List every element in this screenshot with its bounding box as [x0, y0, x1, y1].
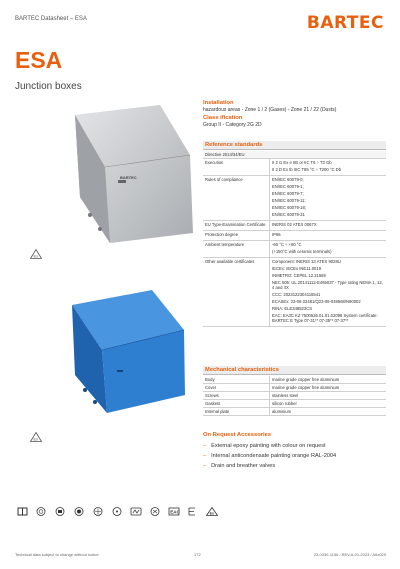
- on-request-item: – Drain and breather valves: [203, 461, 336, 471]
- reference-row-label: Protection degree: [205, 232, 239, 237]
- reference-value-line: INMETRO: CEPEL 12.21589: [272, 273, 326, 278]
- datasheet-label: BARTEC Datasheet – ESA: [15, 16, 87, 22]
- certificate-icon: [148, 506, 162, 517]
- reference-value-line: II 2 D Ex tb IIIC T85 °C ÷ T200 °C Db: [272, 167, 342, 172]
- ex-hazard-icon: [30, 249, 42, 259]
- installation-title: Installation: [203, 100, 234, 106]
- reference-row: [203, 221, 386, 231]
- reference-value-line: -60 °C ÷ +60 °C: [272, 242, 302, 247]
- reference-value-line: II 2 G Ex e IIB or IIC T6 ÷ T3 Gb: [272, 160, 332, 165]
- reference-value-line: EN/IEC 60079-18;: [272, 205, 306, 210]
- reference-row-value: [269, 159, 386, 175]
- reference-row: [203, 176, 386, 221]
- svg-text:EAC: EAC: [170, 509, 180, 515]
- reference-value-line: EN/IEC 60079-31: [272, 212, 305, 217]
- certificate-icon: [167, 506, 181, 517]
- certificate-icon: [186, 506, 200, 517]
- reference-row: [203, 159, 386, 176]
- mechanical-row-label: Screws: [205, 393, 219, 398]
- grey-junction-box-image: [60, 105, 195, 245]
- mechanical-row: [203, 376, 386, 384]
- mechanical-row-value: silicon rubber: [269, 400, 386, 407]
- certificate-icon: [53, 506, 67, 517]
- certificate-icon: [34, 506, 48, 517]
- reference-row: [203, 241, 386, 258]
- on-request-title: On Request Accessories: [203, 432, 272, 438]
- certificate-icon: [110, 506, 124, 517]
- reference-row-value: [269, 241, 386, 257]
- mechanical-row: [203, 392, 386, 400]
- reference-value-line: INERIS 02 ATEX 0067X: [272, 222, 317, 227]
- reference-value-line: EN/IEC 60079-0;: [272, 177, 304, 182]
- mechanical-row-value: aluminium: [269, 408, 386, 415]
- svg-text:Ex: Ex: [33, 253, 39, 259]
- reference-value-line: EN/IEC 60079-7;: [272, 191, 304, 196]
- reference-value-line: EAC: EA3C KZ 7500526.01.01.02098 System certificate: BARTEC E Type 07-31** 07-35** 07-37**: [272, 313, 378, 323]
- directive-label: Directive 2014/34/EU: [205, 152, 245, 157]
- reference-standards-table: [203, 151, 386, 327]
- reference-value-line: IECEx: IECEx INE11.0019: [272, 266, 322, 271]
- mechanical-row: [203, 384, 386, 392]
- certification-logos: [15, 506, 219, 517]
- directive-row: [203, 151, 386, 159]
- reference-row-value: [269, 231, 386, 240]
- reference-row-label: Execution: [205, 160, 224, 165]
- mechanical-row-value: marine grade copper free aluminium: [269, 376, 386, 383]
- footer-page-number: 172: [194, 552, 201, 557]
- reference-value-line: EN/IEC 60079-1;: [272, 184, 304, 189]
- footer-disclaimer: Technical data subject to change without notice.: [15, 552, 100, 557]
- mechanical-row-label: Gaskets: [205, 401, 221, 406]
- certificate-icon: [205, 506, 219, 517]
- installation-section: [203, 99, 386, 129]
- on-request-item: – External epoxy painting with colour on request: [203, 441, 336, 451]
- certificate-icon: [72, 506, 86, 517]
- reference-value-line: Component: INERIS 13 ATEX 9028U: [272, 259, 341, 264]
- reference-row-label: Ambient temperature: [205, 242, 245, 247]
- reference-row-label: EU Type-Examination Certificate: [205, 222, 266, 227]
- reference-value-line: (+150°C with ceramic terminals): [272, 249, 332, 254]
- mechanical-row-label: Cover: [205, 385, 217, 390]
- mechanical-row: [203, 400, 386, 408]
- reference-row-label: Rules of compliance: [205, 177, 243, 182]
- svg-text:Ex: Ex: [209, 511, 215, 516]
- page-title: ESA: [15, 47, 63, 73]
- on-request-list: [203, 441, 336, 471]
- certificate-icon: [91, 506, 105, 517]
- reference-row-label: Other available certificates: [205, 259, 255, 264]
- reference-value-line: NEC 505: UL 20141112-E465037 - Type rating NEMA 1, 12, 4 and 4X: [272, 280, 383, 290]
- mechanical-row-label: Body: [205, 377, 215, 382]
- reference-standards-header: Reference standards: [203, 141, 386, 150]
- installation-text: hazardous areas - Zone 1 / 2 (Gases) - Zone 21 / 22 (Dusts): [203, 107, 337, 113]
- reference-value-line: ECASEx: 23-06-22481/Q23-06-048568/N90002: [272, 299, 361, 304]
- reference-value-line: EN/IEC 60079-11;: [272, 198, 306, 203]
- mechanical-row-label: Internal plate: [205, 409, 230, 414]
- page-subtitle: Junction boxes: [15, 81, 82, 92]
- classification-text: Group II - Category 2G 2D: [203, 122, 262, 128]
- svg-text:Ex: Ex: [33, 436, 39, 442]
- mechanical-characteristics-table: [203, 376, 386, 416]
- certificate-icon: [129, 506, 143, 517]
- reference-row: [203, 231, 386, 241]
- reference-value-line: IP66: [272, 232, 281, 237]
- footer-doc-code: 23-0330-1156 / REV.A-01-2023 / A6x029: [313, 552, 386, 557]
- reference-row-value: [269, 258, 386, 326]
- bartec-logo: BARTEC: [306, 13, 384, 33]
- reference-row-value: [269, 176, 386, 220]
- certificate-icon: [15, 506, 29, 517]
- reference-row-value: [269, 221, 386, 230]
- reference-row: [203, 258, 386, 327]
- blue-junction-box-image: [67, 290, 187, 415]
- mechanical-row: [203, 408, 386, 416]
- reference-value-line: RINA: ELE348823CS: [272, 306, 313, 311]
- svg-text:BARTEC: BARTEC: [120, 175, 137, 180]
- on-request-item: – Internal anticondensate painting orange RAL-2004: [203, 451, 336, 461]
- ex-hazard-icon: [30, 432, 42, 442]
- mechanical-row-value: marine grade copper free aluminium: [269, 384, 386, 391]
- mechanical-characteristics-header: Mechanical characteristics: [203, 366, 386, 375]
- mechanical-row-value: stainless steel: [269, 392, 386, 399]
- reference-value-line: CCC: 2023122304116541: [272, 292, 321, 297]
- classification-title: Class ification: [203, 115, 243, 121]
